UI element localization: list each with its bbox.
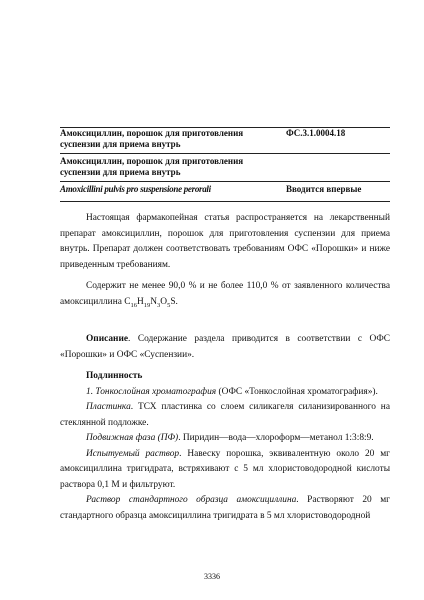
introduced-note: Вводится впервые bbox=[286, 184, 362, 194]
header-rule-3 bbox=[60, 181, 390, 182]
header-rule-bottom bbox=[60, 201, 390, 202]
header-row-1 bbox=[60, 128, 390, 150]
standard-solution-paragraph: Раствор стандартного образца амоксициллина. Растворяют 20 мг стандартного образца амоксициллина тригидрата в 5 мл хлористоводородной bbox=[60, 495, 390, 521]
header-row-2 bbox=[60, 156, 390, 178]
description-paragraph: Описание. Содержание раздела приводится в соответствии с ОФС «Порошки» и ОФС «Суспензии». bbox=[60, 334, 390, 360]
authenticity-heading: Подлинность bbox=[86, 371, 143, 381]
document-code: ФС.3.1.0004.18 bbox=[286, 128, 346, 138]
header-title-ru: Амоксициллин, порошок для приготовления суспензии для приема внутрь bbox=[60, 128, 244, 149]
mobile-phase-paragraph: Подвижная фаза (ПФ). Пиридин—вода—хлороформ—метанол 1:3:8:9. bbox=[86, 433, 374, 443]
header-title-latin: Amoxicillini pulvis pro suspensione perorali bbox=[60, 184, 211, 194]
plate-label: Пластинка bbox=[86, 402, 131, 412]
header-row-3 bbox=[60, 184, 390, 195]
page-number: 3336 bbox=[204, 572, 220, 581]
header-rule-2 bbox=[60, 153, 390, 154]
mobile-phase-label: Подвижная фаза (ПФ) bbox=[86, 433, 179, 443]
tlc-title: 1. Тонкослойная хроматография bbox=[86, 386, 217, 397]
plate-paragraph: Пластинка. ТСХ пластинка со слоем силикагеля силанизированного на стеклянной подложке. bbox=[60, 402, 390, 428]
document-body bbox=[60, 211, 390, 524]
test-solution-label: Испытуемый раствор bbox=[86, 448, 180, 459]
standard-solution-label: Раствор стандартного образца амоксициллина bbox=[86, 495, 297, 505]
intro-paragraph: Настоящая фармакопейная статья распространяется на лекарственный препарат амоксициллин, порошок для приготовления суспензии для приема внутрь. Препарат должен соответствовать требованиям ОФС «Порошки» и ниже приведенным требованиям. bbox=[60, 213, 390, 270]
description-label: Описание bbox=[86, 334, 129, 344]
test-solution-paragraph: Испытуемый раствор. Навеску порошка, эквивалентную около 20 мг амоксициллина тригидрата, встряхивают с 5 мл хлористоводородной кислоты раствора 0,1 М и фильтруют. bbox=[60, 448, 390, 490]
header-title-ru-repeat: Амоксициллин, порошок для приготовления суспензии для приема внутрь bbox=[60, 156, 244, 177]
tlc-paragraph: 1. Тонкослойная хроматография (ОФС «Тонкослойная хроматография»). bbox=[86, 386, 378, 397]
content-paragraph: Содержит не менее 90,0 % и не более 110,0 % от заявленного количества амоксициллина $C_{16}H_{19}N_3O_5S$. bbox=[60, 281, 390, 309]
